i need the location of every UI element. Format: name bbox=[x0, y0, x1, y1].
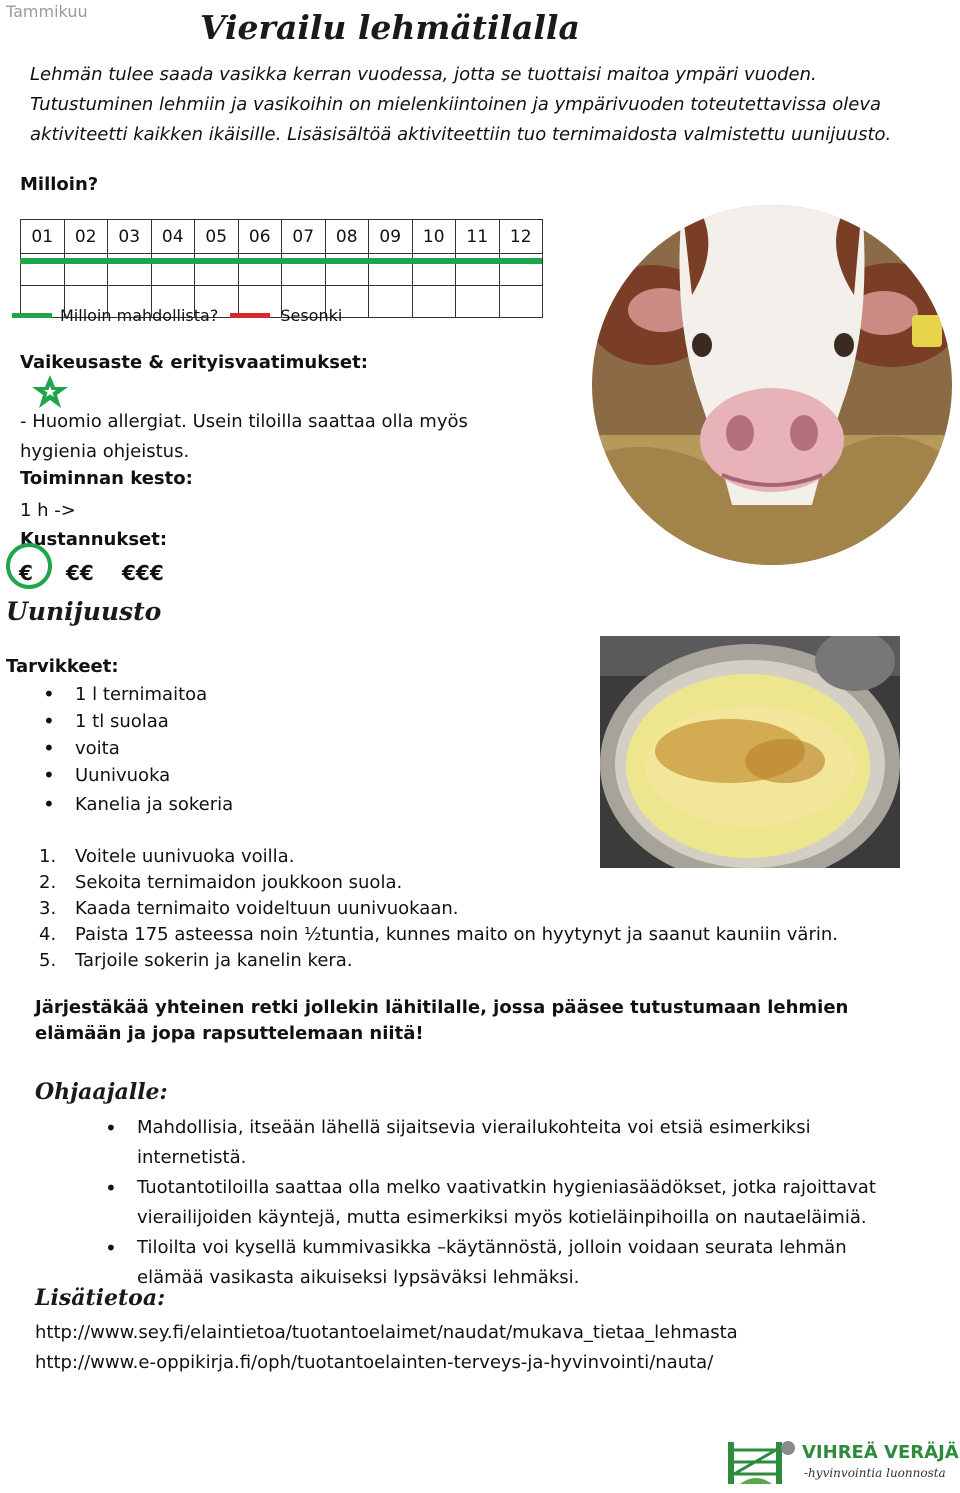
recipe-title: Uunijuusto bbox=[6, 597, 162, 626]
oven-cheese-photo bbox=[600, 636, 900, 868]
supply-item: • Kanelia ja sokeria bbox=[75, 791, 233, 818]
month-cell: 11 bbox=[456, 220, 500, 254]
possible-period-bar bbox=[20, 258, 542, 264]
legend-possible-label: Milloin mahdollista? bbox=[60, 306, 219, 325]
supply-item: • Uunivuoka bbox=[75, 762, 233, 789]
month-cell: 10 bbox=[412, 220, 456, 254]
watermark-text: Tammikuu bbox=[6, 2, 88, 21]
instructor-heading: Ohjaajalle: bbox=[35, 1079, 168, 1105]
month-cell: 05 bbox=[195, 220, 239, 254]
supply-item: • 1 l ternimaitoa bbox=[75, 681, 233, 708]
instructor-item: • Mahdollisia, itseään lähellä sijaitsevia vierailukohteita voi etsiä esimerkiksi internetistä. bbox=[137, 1113, 897, 1173]
cost-level-1: € bbox=[19, 561, 33, 585]
when-heading: Milloin? bbox=[20, 174, 99, 195]
instructor-list bbox=[137, 1113, 897, 1293]
month-cell: 09 bbox=[369, 220, 413, 254]
month-cell: 12 bbox=[499, 220, 543, 254]
duration-value: 1 h -> bbox=[20, 500, 76, 521]
when-legend bbox=[12, 306, 342, 325]
instructor-item: • Tuotantotiloilla saattaa olla melko vaativatkin hygieniasäädökset, jotka rajoittavat vierailijoiden käyntejä, mutta esimerkiksi myös kotieläinpihoilla on nautaeläimiä. bbox=[137, 1173, 897, 1233]
month-cell: 03 bbox=[108, 220, 152, 254]
month-cell: 07 bbox=[282, 220, 326, 254]
vihrea-veraja-logo bbox=[726, 1436, 959, 1488]
step-item: 2. Sekoita ternimaidon joukkoon suola. bbox=[39, 872, 403, 893]
supply-item: • 1 tl suolaa bbox=[75, 708, 233, 735]
month-cell: 02 bbox=[64, 220, 108, 254]
legend-season-label: Sesonki bbox=[280, 306, 343, 325]
cost-level-3: €€€ bbox=[122, 561, 164, 585]
difficulty-note: - Huomio allergiat. Usein tiloilla saattaa olla myös hygienia ohjeistus. bbox=[20, 411, 468, 462]
step-item: 3. Kaada ternimaito voideltuun uunivuokaan. bbox=[39, 898, 459, 919]
month-cell: 04 bbox=[151, 220, 195, 254]
logo-name: VIHREÄ VERÄJÄ bbox=[802, 1442, 959, 1463]
costs-heading: Kustannukset: bbox=[20, 529, 168, 550]
gate-icon bbox=[726, 1436, 798, 1488]
supplies-heading: Tarvikkeet: bbox=[6, 656, 119, 677]
month-cell: 01 bbox=[21, 220, 65, 254]
month-cell: 08 bbox=[325, 220, 369, 254]
steps-list bbox=[39, 844, 838, 974]
page-title: Vierailu lehmätilalla bbox=[200, 8, 580, 47]
more-info-links bbox=[35, 1318, 738, 1378]
difficulty-heading: Vaikeusaste & erityisvaatimukset: bbox=[20, 352, 368, 373]
intro-paragraph: Lehmän tulee saada vasikka kerran vuodessa, jotta se tuottaisi maitoa ympäri vuoden. Tutustuminen lehmiin ja vasikoihin on mielenkiintoinen ja ympärivuoden toteutettavissa oleva aktiviteetti kaikken ikäisille. Lisäsisältöä aktiviteettiin tuo ternimaidosta valmistettu uunijuusto. bbox=[30, 64, 892, 145]
cow-photo bbox=[592, 205, 952, 565]
more-info-heading: Lisätietoa: bbox=[35, 1285, 166, 1311]
logo-tagline: -hyvinvointia luonnosta bbox=[804, 1466, 946, 1480]
call-to-action: Järjestäkää yhteinen retki jollekin lähitilalle, jossa pääsee tutustumaan lehmien elämään ja jopa rapsuttelemaan niitä! bbox=[35, 997, 849, 1044]
cost-level-2: €€ bbox=[66, 561, 94, 585]
legend-green-swatch bbox=[12, 313, 52, 318]
month-table bbox=[20, 219, 543, 318]
month-cell: 06 bbox=[238, 220, 282, 254]
step-item: 4. Paista 175 asteessa noin ½tuntia, kunnes maito on hyytynyt ja saanut kauniin värin. bbox=[39, 924, 838, 945]
supplies-list bbox=[75, 681, 233, 818]
info-link[interactable]: http://www.e-oppikirja.fi/oph/tuotantoelainten-terveys-ja-hyvinvointi/nauta/ bbox=[35, 1352, 714, 1373]
supply-item: • voita bbox=[75, 735, 233, 762]
info-link[interactable]: http://www.sey.fi/elaintietoa/tuotantoelaimet/naudat/mukava_tietaa_lehmasta bbox=[35, 1322, 738, 1343]
step-item: 1. Voitele uunivuoka voilla. bbox=[39, 846, 295, 867]
legend-red-swatch bbox=[230, 313, 270, 318]
step-item: 5. Tarjoile sokerin ja kanelin kera. bbox=[39, 950, 353, 971]
instructor-item: • Tiloilta voi kysellä kummivasikka –käytännöstä, jolloin voidaan seurata lehmän elämää vasikasta aikuiseksi lypsäväksi lehmäksi. bbox=[137, 1233, 897, 1293]
duration-heading: Toiminnan kesto: bbox=[20, 468, 193, 489]
